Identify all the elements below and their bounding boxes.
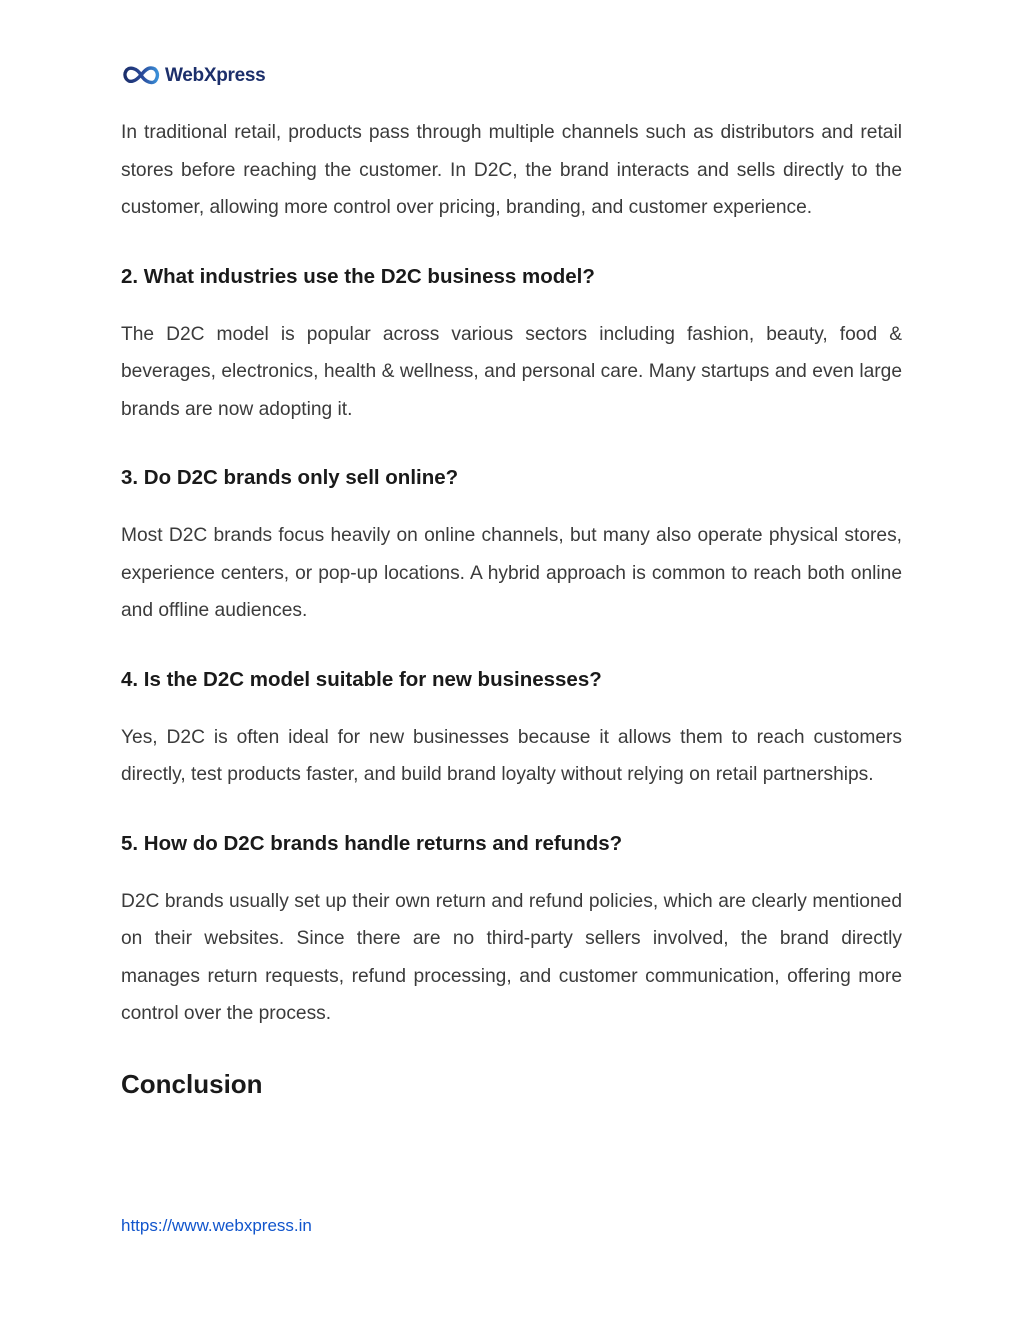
intro-paragraph: In traditional retail, products pass through multiple channels such as distributors and retail stores before reaching the customer. In D2C, the brand interacts and sells directly to the customer, allowing more control over pricing, branding, and customer experience. [121,122,902,218]
brand-logo[interactable] [121,60,265,90]
faq-question-4: 4. Is the D2C model suitable for new businesses? [121,667,602,691]
logo-wordmark: WebXpress [165,64,266,86]
faq-answer-5: D2C brands usually set up their own return and refund policies, which are clearly mentioned on their websites. Since there are no third-party sellers involved, the brand directly manages return requests, refund processing, and customer communication, offering more control over the process. [121,890,902,1024]
document-body [121,114,902,1102]
faq-answer-2: The D2C model is popular across various sectors including fashion, beauty, food & beverages, electronics, health & wellness, and personal care. Many startups and even large brands are now adopting it. [121,323,902,420]
infinity-logo-icon [121,62,161,88]
faq-question-2: 2. What industries use the D2C business model? [121,264,595,288]
footer-website-link[interactable]: https://www.webxpress.in [121,1216,312,1235]
faq-question-5: 5. How do D2C brands handle returns and refunds? [121,831,623,855]
section-title-conclusion: Conclusion [121,1068,263,1099]
faq-answer-4: Yes, D2C is often ideal for new businesses because it allows them to reach customers directly, test products faster, and build brand loyalty without relying on retail partnerships. [121,726,902,785]
faq-question-3: 3. Do D2C brands only sell online? [121,466,459,489]
faq-answer-3: Most D2C brands focus heavily on online channels, but many also operate physical stores, experience centers, or pop-up locations. A hybrid approach is common to reach both online and offline audiences. [121,525,902,621]
